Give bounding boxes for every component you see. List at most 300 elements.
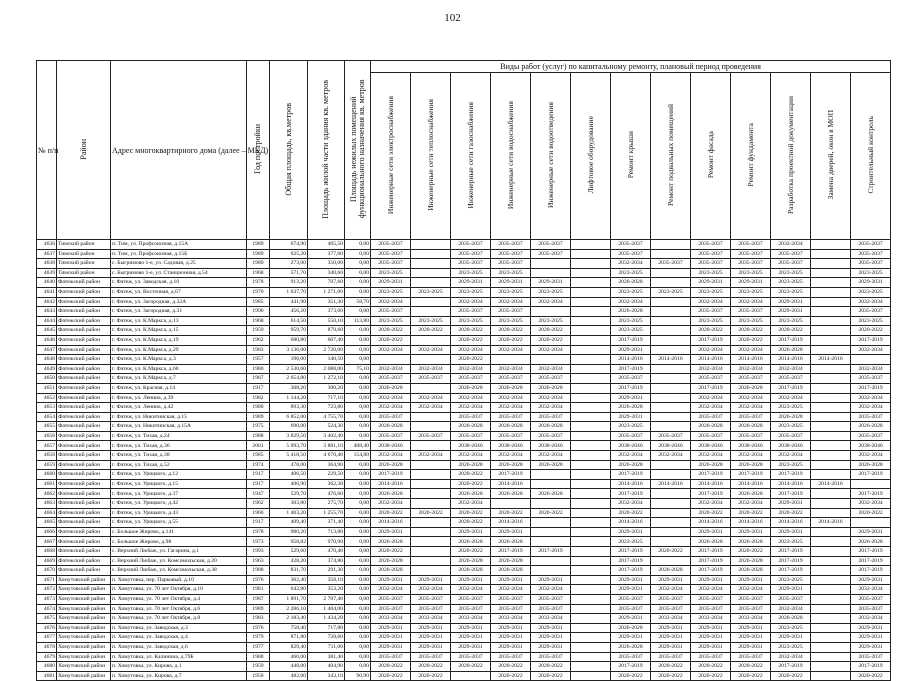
cell-nonres-area: 0,00 bbox=[345, 652, 371, 662]
cell-address: г. Фатеж, ул. Урицкого, д.42 bbox=[111, 499, 247, 509]
cell-num: 4669 bbox=[37, 556, 57, 566]
cell-work-5 bbox=[571, 470, 611, 480]
cell-district: Фатежский район bbox=[57, 364, 111, 374]
cell-work-4: 2020-2022 bbox=[531, 508, 571, 518]
header-total-area: Общая площадь, кв.метров bbox=[270, 61, 308, 240]
cell-district: Хомутовский район bbox=[57, 614, 111, 624]
cell-work-3: 2020-2022 bbox=[491, 326, 531, 336]
cell-work-3: 2023-2025 bbox=[491, 316, 531, 326]
cell-work-8: 2014-2016 bbox=[691, 479, 731, 489]
cell-living-area: 470,40 bbox=[308, 547, 345, 557]
cell-work-8: 2014-2016 bbox=[691, 355, 731, 365]
cell-work-3: 2032-2034 bbox=[491, 297, 531, 307]
cell-work-11 bbox=[811, 594, 851, 604]
cell-work-1 bbox=[411, 355, 451, 365]
cell-living-area: 291,30 bbox=[308, 566, 345, 576]
cell-work-8: 2023-2025 bbox=[691, 268, 731, 278]
cell-work-4: 2035-2037 bbox=[531, 249, 571, 259]
cell-work-1: 2035-2037 bbox=[411, 431, 451, 441]
cell-work-9: 2035-2037 bbox=[731, 604, 771, 614]
cell-work-4: 2035-2037 bbox=[531, 412, 571, 422]
cell-district: Фатежский район bbox=[57, 355, 111, 365]
cell-district: Фатежский район bbox=[57, 316, 111, 326]
cell-work-8: 2032-2034 bbox=[691, 364, 731, 374]
cell-work-12: 2020-2022 bbox=[851, 508, 891, 518]
cell-work-2: 2020-2022 bbox=[451, 662, 491, 672]
cell-work-9: 2026-2028 bbox=[731, 566, 771, 576]
cell-work-7: 2029-2031 bbox=[651, 623, 691, 633]
cell-work-0: 2020-2022 bbox=[371, 326, 411, 336]
cell-total-area: 958,82 bbox=[270, 537, 308, 547]
cell-year: 1917 bbox=[247, 479, 270, 489]
cell-work-4: 2035-2037 bbox=[531, 652, 571, 662]
cell-work-12: 2032-2034 bbox=[851, 585, 891, 595]
cell-nonres-area: 0,00 bbox=[345, 345, 371, 355]
cell-work-1 bbox=[411, 518, 451, 528]
cell-work-3: 2032-2034 bbox=[491, 364, 531, 374]
cell-work-9: 2014-2016 bbox=[731, 518, 771, 528]
cell-work-1 bbox=[411, 566, 451, 576]
cell-work-8: 2035-2037 bbox=[691, 412, 731, 422]
cell-work-10: 2017-2019 bbox=[771, 556, 811, 566]
cell-district: Хомутовский район bbox=[57, 652, 111, 662]
cell-work-7: 2023-2025 bbox=[651, 287, 691, 297]
cell-work-5 bbox=[571, 335, 611, 345]
cell-work-10: 2038-2040 bbox=[771, 441, 811, 451]
cell-work-4: 2026-2028 bbox=[531, 460, 571, 470]
cell-work-10: 2023-2025 bbox=[771, 575, 811, 585]
cell-work-12: 2029-2031 bbox=[851, 642, 891, 652]
capital-repair-table bbox=[36, 60, 891, 681]
cell-work-3: 2026-2028 bbox=[491, 422, 531, 432]
cell-year: 1976 bbox=[247, 623, 270, 633]
table-row bbox=[37, 662, 891, 672]
cell-work-3: 2032-2034 bbox=[491, 451, 531, 461]
cell-work-2: 2020-2022 bbox=[451, 470, 491, 480]
cell-year: 1947 bbox=[247, 489, 270, 499]
cell-year: 1987 bbox=[247, 594, 270, 604]
cell-work-3: 2032-2034 bbox=[491, 403, 531, 413]
cell-work-1 bbox=[411, 383, 451, 393]
cell-work-1: 2029-2031 bbox=[411, 642, 451, 652]
cell-year: 1917 bbox=[247, 518, 270, 528]
cell-nonres-area: 0,00 bbox=[345, 326, 371, 336]
cell-living-area: 405,50 bbox=[308, 240, 345, 250]
cell-total-area: 5 418,50 bbox=[270, 451, 308, 461]
cell-district: Фатежский район bbox=[57, 307, 111, 317]
cell-year: 1974 bbox=[247, 460, 270, 470]
cell-work-2: 2035-2037 bbox=[451, 604, 491, 614]
cell-work-2: 2020-2022 bbox=[451, 479, 491, 489]
cell-work-10: 2017-2019 bbox=[771, 470, 811, 480]
cell-work-11 bbox=[811, 335, 851, 345]
cell-living-area: 351,30 bbox=[308, 297, 345, 307]
cell-total-area: 642,80 bbox=[270, 585, 308, 595]
cell-work-2: 2032-2034 bbox=[451, 297, 491, 307]
cell-work-2: 2020-2022 bbox=[451, 518, 491, 528]
cell-nonres-area: 0,00 bbox=[345, 268, 371, 278]
cell-work-12: 2029-2031 bbox=[851, 527, 891, 537]
cell-work-2: 2020-2022 bbox=[451, 355, 491, 365]
cell-work-8: 2032-2034 bbox=[691, 393, 731, 403]
cell-num: 4654 bbox=[37, 412, 57, 422]
cell-work-10: 2029-2031 bbox=[771, 585, 811, 595]
cell-work-10: 2035-2037 bbox=[771, 431, 811, 441]
cell-work-7: 2014-2016 bbox=[651, 355, 691, 365]
cell-work-5 bbox=[571, 499, 611, 509]
cell-work-2: 2032-2034 bbox=[451, 345, 491, 355]
table-row bbox=[37, 460, 891, 470]
cell-work-11 bbox=[811, 460, 851, 470]
cell-work-12: 2032-2034 bbox=[851, 393, 891, 403]
cell-work-8: 2026-2028 bbox=[691, 460, 731, 470]
cell-work-6: 2023-2025 bbox=[611, 537, 651, 547]
cell-living-area: 2 088,00 bbox=[308, 364, 345, 374]
cell-work-3: 2035-2037 bbox=[491, 594, 531, 604]
cell-address: г. Фатеж, ул. К.Маркса, д.13 bbox=[111, 316, 247, 326]
cell-work-8: 2020-2022 bbox=[691, 671, 731, 681]
cell-work-0: 2035-2037 bbox=[371, 374, 411, 384]
cell-work-10: 2029-2031 bbox=[771, 527, 811, 537]
cell-district: Хомутовский район bbox=[57, 623, 111, 633]
cell-work-5 bbox=[571, 527, 611, 537]
cell-work-0: 2032-2034 bbox=[371, 499, 411, 509]
cell-year: 1988 bbox=[247, 566, 270, 576]
cell-work-5 bbox=[571, 633, 611, 643]
cell-work-0: 2020-2022 bbox=[371, 335, 411, 345]
cell-work-8: 2038-2040 bbox=[691, 441, 731, 451]
cell-living-area: 371,40 bbox=[308, 518, 345, 528]
cell-district: Хомутовский район bbox=[57, 604, 111, 614]
cell-work-5 bbox=[571, 556, 611, 566]
table-row bbox=[37, 604, 891, 614]
cell-work-2: 2029-2031 bbox=[451, 623, 491, 633]
cell-work-1 bbox=[411, 527, 451, 537]
cell-work-11 bbox=[811, 470, 851, 480]
cell-work-2: 2026-2028 bbox=[451, 537, 491, 547]
cell-district: Фатежский район bbox=[57, 537, 111, 547]
cell-work-4: 2032-2034 bbox=[531, 364, 571, 374]
cell-work-2: 2035-2037 bbox=[451, 652, 491, 662]
cell-work-4: 2032-2034 bbox=[531, 614, 571, 624]
cell-address: г. Фатеж, ул. Тихая, д.36 bbox=[111, 441, 247, 451]
cell-work-6: 2017-2019 bbox=[611, 383, 651, 393]
cell-address: с. Большое Жирово, д.141 bbox=[111, 527, 247, 537]
cell-work-12: 2023-2025 bbox=[851, 268, 891, 278]
cell-work-10: 2017-2019 bbox=[771, 335, 811, 345]
cell-nonres-area: 0,00 bbox=[345, 594, 371, 604]
cell-num: 4679 bbox=[37, 652, 57, 662]
cell-year: 1973 bbox=[247, 537, 270, 547]
cell-year: 1985 bbox=[247, 451, 270, 461]
cell-living-area: 1 404,00 bbox=[308, 604, 345, 614]
cell-address: г. Фатеж, ул. К.Маркса, д.3 bbox=[111, 355, 247, 365]
cell-work-3: 2032-2034 bbox=[491, 585, 531, 595]
header-num: № п/п bbox=[37, 61, 57, 240]
cell-work-11 bbox=[811, 508, 851, 518]
cell-work-12 bbox=[851, 479, 891, 489]
cell-work-1: 2035-2037 bbox=[411, 604, 451, 614]
cell-work-7 bbox=[651, 393, 691, 403]
cell-address: п. Хомутовка, ул. Кирова, д.7 bbox=[111, 671, 247, 681]
cell-total-area: 758,40 bbox=[270, 623, 308, 633]
cell-num: 4651 bbox=[37, 383, 57, 393]
cell-nonres-area: 0,00 bbox=[345, 633, 371, 643]
cell-work-9: 2035-2037 bbox=[731, 249, 771, 259]
cell-year: 1988 bbox=[247, 431, 270, 441]
cell-nonres-area: 0,00 bbox=[345, 374, 371, 384]
cell-work-2: 2023-2025 bbox=[451, 316, 491, 326]
cell-work-2: 2035-2037 bbox=[451, 374, 491, 384]
cell-nonres-area: 0,00 bbox=[345, 547, 371, 557]
cell-district: Фатежский район bbox=[57, 566, 111, 576]
cell-nonres-area: 0,00 bbox=[345, 383, 371, 393]
cell-work-1 bbox=[411, 499, 451, 509]
cell-work-7: 2020-2022 bbox=[651, 671, 691, 681]
cell-work-8: 2023-2025 bbox=[691, 287, 731, 297]
header-works-group: Виды работ (услуг) по капитальному ремонту, плановый период проведения bbox=[371, 61, 891, 73]
header-work-10: Разработка проектной документации bbox=[771, 73, 811, 240]
cell-district: Фатежский район bbox=[57, 470, 111, 480]
cell-work-9: 2035-2037 bbox=[731, 307, 771, 317]
cell-work-9: 2023-2025 bbox=[731, 287, 771, 297]
cell-work-2: 2032-2034 bbox=[451, 364, 491, 374]
cell-total-area: 6 852,00 bbox=[270, 412, 308, 422]
cell-work-2: 2035-2037 bbox=[451, 259, 491, 269]
cell-address: п. Тим, ул. Профсоюзная, д.15А bbox=[111, 240, 247, 250]
cell-work-3: 2020-2022 bbox=[491, 508, 531, 518]
cell-work-10: 2032-2034 bbox=[771, 652, 811, 662]
cell-year: 1988 bbox=[247, 652, 270, 662]
cell-living-area: 711,00 bbox=[308, 642, 345, 652]
cell-work-2: 2029-2031 bbox=[451, 642, 491, 652]
cell-year: 1982 bbox=[247, 393, 270, 403]
cell-living-area: 3 881,10 bbox=[308, 441, 345, 451]
cell-work-2: 2020-2022 bbox=[451, 326, 491, 336]
cell-year: 1977 bbox=[247, 642, 270, 652]
cell-work-12: 2029-2031 bbox=[851, 575, 891, 585]
table-row bbox=[37, 585, 891, 595]
cell-work-0: 2032-2034 bbox=[371, 614, 411, 624]
cell-work-2: 2035-2037 bbox=[451, 240, 491, 250]
cell-work-7: 2014-2016 bbox=[651, 479, 691, 489]
cell-living-area: 140,50 bbox=[308, 355, 345, 365]
cell-work-2: 2035-2037 bbox=[451, 431, 491, 441]
cell-work-6: 2014-2016 bbox=[611, 355, 651, 365]
cell-work-8: 2035-2037 bbox=[691, 431, 731, 441]
cell-work-9: 2029-2031 bbox=[731, 278, 771, 288]
cell-work-4: 2032-2034 bbox=[531, 585, 571, 595]
cell-district: Фатежский район bbox=[57, 460, 111, 470]
cell-num: 4666 bbox=[37, 527, 57, 537]
cell-work-6: 2017-2019 bbox=[611, 335, 651, 345]
cell-work-8: 2023-2025 bbox=[691, 316, 731, 326]
cell-work-9: 2014-2016 bbox=[731, 355, 771, 365]
cell-work-7 bbox=[651, 499, 691, 509]
cell-work-6: 2035-2037 bbox=[611, 240, 651, 250]
cell-work-5 bbox=[571, 451, 611, 461]
header-nonres-area: Площадь нежилых помещений функционального назначения кв. метров bbox=[345, 61, 371, 240]
cell-nonres-area: 0,00 bbox=[345, 518, 371, 528]
cell-work-3: 2020-2022 bbox=[491, 671, 531, 681]
cell-work-11 bbox=[811, 431, 851, 441]
cell-living-area: 3 402,40 bbox=[308, 431, 345, 441]
cell-living-area: 607,40 bbox=[308, 335, 345, 345]
cell-work-11 bbox=[811, 671, 851, 681]
cell-work-11 bbox=[811, 537, 851, 547]
cell-work-2: 2035-2037 bbox=[451, 249, 491, 259]
cell-district: Хомутовский район bbox=[57, 594, 111, 604]
cell-work-0: 2035-2037 bbox=[371, 240, 411, 250]
cell-work-4: 2026-2028 bbox=[531, 383, 571, 393]
cell-work-5 bbox=[571, 594, 611, 604]
cell-nonres-area: 0,00 bbox=[345, 537, 371, 547]
cell-work-8: 2029-2031 bbox=[691, 623, 731, 633]
cell-work-6: 2032-2034 bbox=[611, 297, 651, 307]
cell-work-0: 2029-2031 bbox=[371, 278, 411, 288]
cell-work-7: 2020-2022 bbox=[651, 662, 691, 672]
cell-year: 1981 bbox=[247, 585, 270, 595]
cell-work-8: 2020-2022 bbox=[691, 508, 731, 518]
cell-work-4: 2038-2040 bbox=[531, 441, 571, 451]
cell-nonres-area: 0,00 bbox=[345, 662, 371, 672]
cell-work-12 bbox=[851, 518, 891, 528]
cell-work-9: 2035-2037 bbox=[731, 259, 771, 269]
cell-address: г. Фатеж, ул. Красная, д.14 bbox=[111, 383, 247, 393]
cell-work-8: 2032-2034 bbox=[691, 585, 731, 595]
cell-year: 1976 bbox=[247, 575, 270, 585]
cell-num: 4639 bbox=[37, 268, 57, 278]
cell-work-3: 2026-2028 bbox=[491, 537, 531, 547]
cell-work-1: 2023-2025 bbox=[411, 287, 451, 297]
cell-work-3: 2029-2031 bbox=[491, 575, 531, 585]
cell-work-1 bbox=[411, 489, 451, 499]
cell-work-3: 2026-2028 bbox=[491, 566, 531, 576]
cell-total-area: 308,20 bbox=[270, 383, 308, 393]
cell-work-6: 2035-2037 bbox=[611, 431, 651, 441]
cell-year: 1917 bbox=[247, 470, 270, 480]
table-row bbox=[37, 355, 891, 365]
cell-district: Фатежский район bbox=[57, 556, 111, 566]
cell-work-1: 2035-2037 bbox=[411, 374, 451, 384]
cell-total-area: 680,80 bbox=[270, 335, 308, 345]
cell-work-12: 2035-2037 bbox=[851, 604, 891, 614]
cell-address: с. Верхний Любаж, ул. Комсомольская, д.38 bbox=[111, 566, 247, 576]
table-row bbox=[37, 652, 891, 662]
cell-work-10: 2023-2025 bbox=[771, 537, 811, 547]
cell-work-5 bbox=[571, 422, 611, 432]
cell-work-10: 2023-2025 bbox=[771, 403, 811, 413]
cell-work-9: 2026-2028 bbox=[731, 383, 771, 393]
cell-work-8: 2035-2037 bbox=[691, 240, 731, 250]
cell-district: Фатежский район bbox=[57, 374, 111, 384]
cell-year: 1989 bbox=[247, 240, 270, 250]
cell-work-8: 2029-2031 bbox=[691, 575, 731, 585]
cell-work-12: 2032-2034 bbox=[851, 364, 891, 374]
cell-work-5 bbox=[571, 652, 611, 662]
cell-work-12: 2017-2019 bbox=[851, 566, 891, 576]
cell-work-6: 2035-2037 bbox=[611, 374, 651, 384]
cell-work-0: 2029-2031 bbox=[371, 642, 411, 652]
cell-district: Фатежский район bbox=[57, 278, 111, 288]
cell-work-7: 2026-2028 bbox=[651, 566, 691, 576]
cell-nonres-area: 0,00 bbox=[345, 623, 371, 633]
cell-work-2: 2035-2037 bbox=[451, 412, 491, 422]
cell-work-7 bbox=[651, 527, 691, 537]
cell-work-11 bbox=[811, 422, 851, 432]
cell-living-area: 970,90 bbox=[308, 537, 345, 547]
cell-num: 4663 bbox=[37, 499, 57, 509]
cell-work-0: 2032-2034 bbox=[371, 297, 411, 307]
header-year: Год постройки bbox=[247, 61, 270, 240]
cell-total-area: 441,90 bbox=[270, 297, 308, 307]
cell-year: 1993 bbox=[247, 547, 270, 557]
table-row bbox=[37, 412, 891, 422]
cell-work-0: 2020-2022 bbox=[371, 508, 411, 518]
cell-work-3: 2035-2037 bbox=[491, 412, 531, 422]
cell-nonres-area: 0,00 bbox=[345, 355, 371, 365]
cell-work-4: 2032-2034 bbox=[531, 393, 571, 403]
cell-work-9: 2020-2022 bbox=[731, 335, 771, 345]
cell-work-9: 2029-2031 bbox=[731, 527, 771, 537]
cell-num: 4667 bbox=[37, 537, 57, 547]
header-work-11: Замена дверей, окон в МОП bbox=[811, 73, 851, 240]
cell-work-6: 2023-2025 bbox=[611, 268, 651, 278]
cell-total-area: 614,50 bbox=[270, 316, 308, 326]
cell-work-12: 2020-2022 bbox=[851, 326, 891, 336]
cell-living-area: 879,60 bbox=[308, 326, 345, 336]
cell-work-0: 2026-2028 bbox=[371, 383, 411, 393]
cell-total-area: 529,70 bbox=[270, 489, 308, 499]
cell-work-4 bbox=[531, 566, 571, 576]
cell-num: 4661 bbox=[37, 479, 57, 489]
cell-work-7 bbox=[651, 383, 691, 393]
cell-work-0: 2026-2028 bbox=[371, 460, 411, 470]
cell-living-area: 362,30 bbox=[308, 479, 345, 489]
cell-work-1: 2023-2025 bbox=[411, 316, 451, 326]
cell-work-1 bbox=[411, 422, 451, 432]
cell-district: Хомутовский район bbox=[57, 671, 111, 681]
cell-work-8: 2017-2019 bbox=[691, 547, 731, 557]
cell-nonres-area: 90,90 bbox=[345, 671, 371, 681]
cell-work-9: 2026-2028 bbox=[731, 489, 771, 499]
cell-work-6: 2017-2019 bbox=[611, 470, 651, 480]
cell-work-9: 2032-2034 bbox=[731, 393, 771, 403]
cell-work-2: 2026-2028 bbox=[451, 489, 491, 499]
cell-work-0: 2032-2034 bbox=[371, 393, 411, 403]
cell-work-0: 2032-2034 bbox=[371, 585, 411, 595]
cell-work-9: 2017-2019 bbox=[731, 470, 771, 480]
cell-work-0: 2035-2037 bbox=[371, 412, 411, 422]
cell-work-10: 2032-2034 bbox=[771, 240, 811, 250]
cell-living-area: 723,80 bbox=[308, 403, 345, 413]
cell-work-5 bbox=[571, 259, 611, 269]
cell-nonres-area: 0,00 bbox=[345, 614, 371, 624]
cell-work-2: 2032-2034 bbox=[451, 585, 491, 595]
cell-work-11 bbox=[811, 441, 851, 451]
cell-year: 1983 bbox=[247, 345, 270, 355]
cell-work-7: 2032-2034 bbox=[651, 614, 691, 624]
cell-district: Фатежский район bbox=[57, 499, 111, 509]
cell-work-8: 2029-2031 bbox=[691, 278, 731, 288]
cell-work-3: 2017-2019 bbox=[491, 547, 531, 557]
cell-total-area: 1 403,20 bbox=[270, 508, 308, 518]
cell-num: 4636 bbox=[37, 240, 57, 250]
cell-work-2: 2020-2022 bbox=[451, 547, 491, 557]
cell-work-3: 2026-2028 bbox=[491, 460, 531, 470]
cell-work-3: 2020-2022 bbox=[491, 335, 531, 345]
cell-address: г. Фатеж, ул. Тихая, д.38 bbox=[111, 451, 247, 461]
